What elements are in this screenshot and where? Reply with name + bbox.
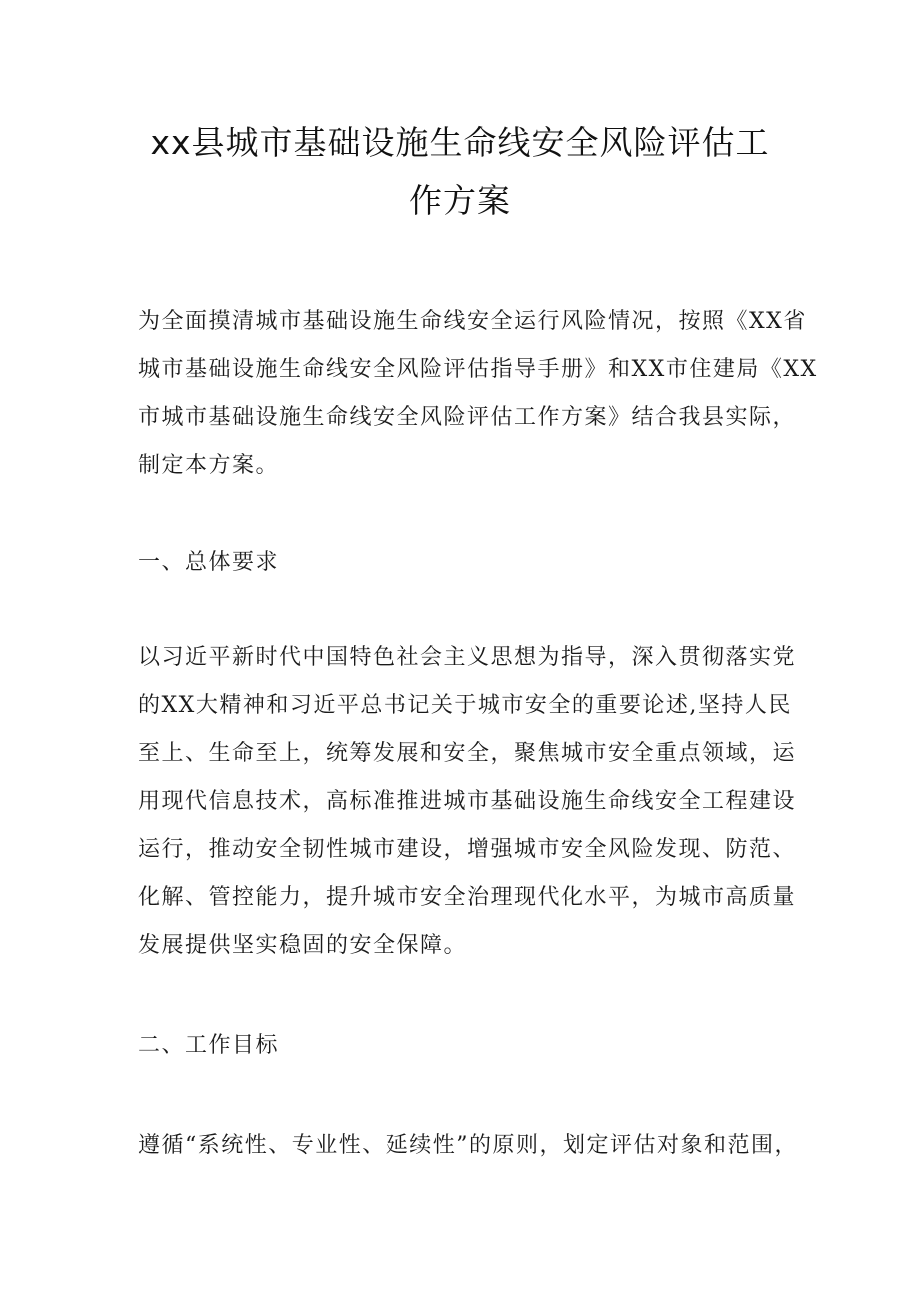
section-heading-work-goals: 二、工作目标 — [138, 1033, 280, 1058]
paragraph-line: 遵循“系统性、专业性、延续性”的原则，划定评估对象和范围， — [138, 1133, 798, 1158]
intro-paragraph — [138, 298, 818, 490]
paragraph-line: 化解、管控能力，提升城市安全治理现代化水平，为城市高质量 — [138, 885, 797, 910]
paragraph-line: 城市基础设施生命线安全风险评估指导手册》和XX市住建局《XX — [138, 357, 818, 382]
paragraph-line: 至上、生命至上，统筹发展和安全，聚焦城市安全重点领域，运 — [138, 741, 797, 766]
document-title — [140, 114, 780, 230]
title-line: 作方案 — [409, 181, 511, 220]
general-requirements-paragraph — [138, 634, 798, 970]
paragraph-line: 的XX大精神和习近平总书记关于城市安全的重要论述,坚持人民 — [138, 693, 792, 718]
paragraph-line: 发展提供坚实稳固的安全保障。 — [138, 933, 468, 958]
paragraph-line: 市城市基础设施生命线安全风险评估工作方案》结合我县实际， — [138, 405, 797, 430]
paragraph-line: 为全面摸清城市基础设施生命线安全运行风险情况，按照《XX省 — [138, 309, 807, 334]
work-goals-paragraph — [138, 1122, 798, 1170]
title-line: xx县城市基础设施生命线安全风险评估工 — [150, 123, 770, 162]
paragraph-line: 以习近平新时代中国特色社会主义思想为指导，深入贯彻落实党 — [138, 645, 797, 670]
paragraph-line: 制定本方案。 — [138, 453, 280, 478]
paragraph-line: 运行，推动安全韧性城市建设，增强城市安全风险发现、防范、 — [138, 837, 797, 862]
section-heading-general-requirements: 一、总体要求 — [138, 550, 280, 575]
paragraph-line: 用现代信息技术，高标准推进城市基础设施生命线安全工程建设 — [138, 789, 797, 814]
